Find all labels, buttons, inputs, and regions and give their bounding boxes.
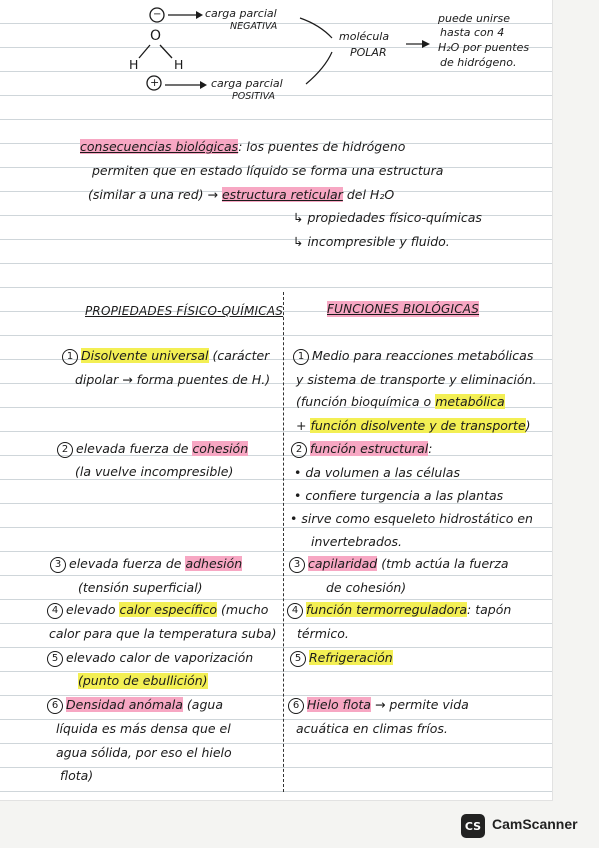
right-row-2-b3: • sirve como esqueleto hidrostático en xyxy=(290,511,533,526)
puede-line2: hasta con 4 xyxy=(440,26,505,39)
carga-negativa-label: carga parcial xyxy=(205,7,277,20)
left-row-4: 4 elevado calor específico (mucho xyxy=(47,602,268,619)
left-row-6-l4: flota) xyxy=(60,768,94,783)
camscanner-brand: CamScanner xyxy=(492,816,578,832)
arrow-polar-head xyxy=(422,40,430,48)
right-row-5: 5 Refrigeración xyxy=(290,650,393,667)
arrow-negative-head xyxy=(196,11,203,19)
left-row-1-l2: dipolar → forma puentes de H.) xyxy=(75,372,271,387)
brace-bottom xyxy=(306,52,332,84)
minus-sign: − xyxy=(153,9,162,20)
puede-line1: puede unirse xyxy=(438,12,510,25)
right-row-2-b1: • da volumen a las células xyxy=(294,465,460,480)
camscanner-logo: CS xyxy=(461,814,485,838)
right-row-2-b2: • confiere turgencia a las plantas xyxy=(294,488,504,503)
consecuencias-label: consecuencias biológicas xyxy=(80,139,239,154)
header-funciones: FUNCIONES BIOLÓGICAS xyxy=(327,302,480,316)
left-row-6-l2: líquida es más densa que el xyxy=(56,721,231,736)
left-row-1: 1 Disolvente universal (carácter xyxy=(62,348,269,365)
left-row-4-l2: calor para que la temperatura suba) xyxy=(49,626,277,641)
header-propiedades: PROPIEDADES FÍSICO-QUÍMICAS xyxy=(85,304,284,318)
left-row-5: 5 elevado calor de vaporización xyxy=(47,650,253,667)
right-row-2-b3b: invertebrados. xyxy=(311,534,403,549)
right-row-1-l3: (función bioquímica o metabólica xyxy=(296,394,505,409)
oxygen-label: O xyxy=(150,28,162,44)
consecuencias-sub2: ↳ incompresible y fluido. xyxy=(293,234,450,249)
right-row-2: 2 función estructural: xyxy=(291,441,433,458)
estructura-reticular: estructura reticular xyxy=(221,187,343,202)
brace-top xyxy=(300,18,332,38)
left-row-2: 2 elevada fuerza de cohesión xyxy=(57,441,248,458)
carga-positiva-label: carga parcial xyxy=(211,77,283,90)
consecuencias-line3: (similar a una red) → estructura reticular del H₂O xyxy=(88,187,395,202)
left-row-6-l3: agua sólida, por eso el hielo xyxy=(56,745,232,760)
plus-sign: + xyxy=(150,76,160,89)
bond-right xyxy=(160,45,172,58)
polar-label: POLAR xyxy=(350,46,387,59)
hydrogen-right-label: H xyxy=(174,57,184,72)
bond-left xyxy=(139,45,150,58)
left-row-2-l2: (la vuelve incompresible) xyxy=(75,464,234,479)
left-row-6: 6 Densidad anómala (agua xyxy=(47,697,223,714)
consecuencias-line1: consecuencias biológicas: los puentes de hidrógeno xyxy=(80,139,406,154)
carga-positiva-sub: POSITIVA xyxy=(232,91,275,102)
consecuencias-line2: permiten que en estado líquido se forma una estructura xyxy=(92,163,444,178)
right-row-6: 6 Hielo flota → permite vida xyxy=(288,697,469,714)
right-row-3-l2: de cohesión) xyxy=(326,580,407,595)
consecuencias-sub1: ↳ propiedades físico-químicas xyxy=(293,210,482,225)
carga-negativa-sub: NEGATIVA xyxy=(230,21,278,32)
hydrogen-left-label: H xyxy=(129,57,139,72)
right-row-6-l2: acuática en climas fríos. xyxy=(296,721,448,736)
right-row-1: 1 Medio para reacciones metabólicas xyxy=(293,348,533,365)
right-row-4-l2: térmico. xyxy=(297,626,349,641)
left-row-5-l2: (punto de ebullición) xyxy=(78,673,208,688)
right-row-1-l4: + función disolvente y de transporte) xyxy=(296,418,531,433)
column-divider xyxy=(283,292,284,792)
arrow-positive-head xyxy=(200,81,207,89)
right-row-1-l2: y sistema de transporte y eliminación. xyxy=(296,372,537,387)
puede-line3: H₂O por puentes xyxy=(438,41,530,54)
right-row-3: 3 capilaridad (tmb actúa la fuerza xyxy=(289,556,509,573)
puede-line4: de hidrógeno. xyxy=(440,56,517,69)
right-row-4: 4 función termorreguladora: tapón xyxy=(287,602,511,619)
left-row-3: 3 elevada fuerza de adhesión xyxy=(50,556,242,573)
molecula-label: molécula xyxy=(339,30,390,43)
left-row-3-l2: (tensión superficial) xyxy=(78,580,203,595)
